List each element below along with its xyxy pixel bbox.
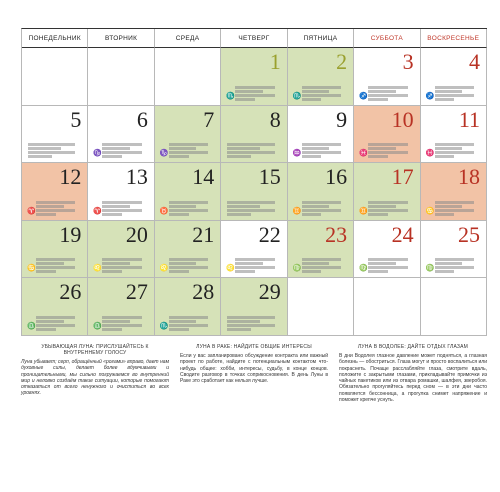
note-line xyxy=(235,98,255,101)
weekday-thursday: ЧЕТВЕРГ xyxy=(221,29,287,48)
note-line xyxy=(435,147,463,150)
note-line xyxy=(28,151,75,154)
zodiac-sign-icon: ♊ xyxy=(292,206,302,215)
lunar-day-notes xyxy=(169,142,208,158)
calendar-day-cell xyxy=(155,278,221,336)
article-title: ЛУНА В ВОДОЛЕЕ: ДАЙТЕ ОТДЫХ ГЛАЗАМ xyxy=(357,344,469,350)
day-number: 3 xyxy=(402,49,414,74)
day-number: 21 xyxy=(192,221,215,247)
calendar-day-cell xyxy=(155,221,221,279)
note-line xyxy=(28,143,75,146)
lunar-day-notes xyxy=(368,257,407,273)
note-line xyxy=(102,147,130,150)
calendar-day-cell xyxy=(221,221,287,279)
day-number: 6 xyxy=(136,106,148,132)
calendar-day-cell xyxy=(221,278,287,336)
note-line xyxy=(302,258,341,261)
calendar-grid xyxy=(21,28,487,336)
note-line xyxy=(169,213,189,216)
calendar-empty-cell xyxy=(88,48,154,106)
article-moon-in-cancer xyxy=(180,344,328,384)
lunar-day-notes xyxy=(36,257,75,273)
zodiac-sign-icon: ♒ xyxy=(292,149,302,158)
weekday-tuesday: ВТОРНИК xyxy=(88,29,154,48)
note-line xyxy=(102,266,141,269)
note-line xyxy=(302,266,341,269)
note-line xyxy=(102,328,122,331)
note-line xyxy=(169,270,189,273)
lunar-day-notes xyxy=(302,85,341,101)
lunar-day-notes xyxy=(227,315,274,331)
lunar-day-notes xyxy=(36,315,75,331)
note-line xyxy=(36,213,56,216)
calendar-empty-cell xyxy=(354,278,420,336)
note-line xyxy=(169,151,208,154)
note-line xyxy=(235,94,274,97)
note-line xyxy=(302,155,322,158)
calendar-day-cell xyxy=(155,163,221,221)
zodiac-sign-icon: ♌ xyxy=(93,264,103,273)
note-line xyxy=(102,258,141,261)
article-waning-moon xyxy=(21,344,169,397)
note-line xyxy=(435,90,463,93)
weekday-saturday: СУББОТА xyxy=(354,29,420,48)
zodiac-sign-icon: ♈ xyxy=(27,206,36,215)
calendar-day-cell xyxy=(88,278,154,336)
calendar-day-cell xyxy=(221,48,287,106)
zodiac-sign-icon: ♍ xyxy=(359,264,368,273)
lunar-day-notes xyxy=(102,200,141,216)
day-number: 2 xyxy=(336,49,348,74)
zodiac-sign-icon: ♋ xyxy=(27,264,36,273)
note-line xyxy=(102,262,130,265)
day-number: 1 xyxy=(269,49,281,74)
note-line xyxy=(227,316,274,319)
note-line xyxy=(302,209,341,212)
calendar-day-cell xyxy=(88,163,154,221)
zodiac-sign-icon: ♎ xyxy=(27,321,36,330)
note-line xyxy=(368,86,407,89)
zodiac-sign-icon: ♋ xyxy=(425,206,435,215)
note-line xyxy=(102,155,122,158)
note-line xyxy=(435,258,474,261)
note-line xyxy=(435,270,455,273)
note-line xyxy=(169,209,208,212)
note-line xyxy=(227,205,260,208)
note-line xyxy=(227,155,251,158)
note-line xyxy=(368,151,407,154)
calendar-day-cell xyxy=(221,106,287,164)
note-line xyxy=(102,201,141,204)
zodiac-sign-icon: ♊ xyxy=(359,206,368,215)
note-line xyxy=(102,205,130,208)
article-body: Если у вас запланировано обсуждение контракта или важный проект по работе, найдите с потенциальным контактом что-нибудь общее: хобби, интересы, судьбу, в конце концов. Сводите разговор в точках соприкосновения. В день Луны в Раке это сработает как нельзя лучше. xyxy=(180,353,328,385)
article-title: ЛУНА В РАКЕ: НАЙДИТЕ ОБЩИЕ ИНТЕРЕСЫ xyxy=(196,344,312,350)
note-line xyxy=(368,90,396,93)
note-line xyxy=(368,270,388,273)
lunar-day-notes xyxy=(227,142,274,158)
day-number: 24 xyxy=(391,221,414,247)
day-number: 14 xyxy=(192,164,215,190)
note-line xyxy=(227,320,260,323)
note-line xyxy=(235,86,274,89)
note-line xyxy=(302,270,322,273)
note-line xyxy=(169,320,197,323)
article-title: УБЫВАЮЩАЯ ЛУНА: ПРИСЛУШАЙТЕСЬ К ВНУТРЕННЕМУ ГОЛОСУ xyxy=(41,344,149,356)
note-line xyxy=(368,266,407,269)
day-number: 25 xyxy=(458,221,480,247)
day-number: 5 xyxy=(70,106,82,132)
zodiac-sign-icon: ♐ xyxy=(359,91,368,100)
note-line xyxy=(368,262,396,265)
note-line xyxy=(28,147,61,150)
note-line xyxy=(102,320,130,323)
lunar-day-notes xyxy=(302,257,341,273)
lunar-day-notes xyxy=(302,142,341,158)
lunar-day-notes xyxy=(169,200,208,216)
weekday-sunday: ВОСКРЕСЕНЬЕ xyxy=(421,29,487,48)
day-number: 20 xyxy=(125,221,148,247)
note-line xyxy=(435,98,455,101)
weekday-friday: ПЯТНИЦА xyxy=(288,29,354,48)
note-line xyxy=(227,201,274,204)
note-line xyxy=(36,320,64,323)
calendar-day-cell xyxy=(221,163,287,221)
note-line xyxy=(435,151,474,154)
note-line xyxy=(36,209,75,212)
day-number: 18 xyxy=(458,164,480,190)
calendar-day-cell xyxy=(288,163,354,221)
note-line xyxy=(169,143,208,146)
note-line xyxy=(227,147,260,150)
lunar-day-notes xyxy=(235,257,274,273)
note-line xyxy=(368,258,407,261)
note-line xyxy=(102,270,122,273)
day-number: 19 xyxy=(59,221,82,247)
calendar-day-cell xyxy=(421,48,487,106)
note-line xyxy=(36,266,75,269)
note-line xyxy=(169,155,189,158)
note-line xyxy=(368,147,396,150)
day-number: 4 xyxy=(469,49,480,74)
lunar-day-notes xyxy=(169,315,208,331)
lunar-day-notes xyxy=(28,142,75,158)
note-line xyxy=(302,90,330,93)
note-line xyxy=(235,258,274,261)
calendar-empty-cell xyxy=(421,278,487,336)
note-line xyxy=(235,90,263,93)
zodiac-sign-icon: ♏ xyxy=(226,91,235,100)
note-line xyxy=(102,213,122,216)
calendar-empty-cell xyxy=(288,278,354,336)
calendar-day-cell xyxy=(88,106,154,164)
weekday-monday: ПОНЕДЕЛЬНИК xyxy=(22,29,88,48)
day-number: 12 xyxy=(59,164,82,190)
note-line xyxy=(169,258,208,261)
day-number: 26 xyxy=(59,279,82,305)
lunar-day-notes xyxy=(368,85,407,101)
day-number: 8 xyxy=(269,106,281,132)
note-line xyxy=(169,324,208,327)
note-line xyxy=(302,262,330,265)
note-line xyxy=(368,213,388,216)
note-line xyxy=(302,151,341,154)
note-line xyxy=(227,328,251,331)
note-line xyxy=(435,201,474,204)
note-line xyxy=(235,262,263,265)
note-line xyxy=(302,86,341,89)
note-line xyxy=(169,205,197,208)
weekday-wednesday: СРЕДА xyxy=(155,29,221,48)
zodiac-sign-icon: ♑ xyxy=(93,149,103,158)
note-line xyxy=(435,143,474,146)
zodiac-sign-icon: ♑ xyxy=(159,149,169,158)
lunar-day-notes xyxy=(227,200,274,216)
article-body: В дни Водолея глазное давление может подняться, а глазная болезнь — обостриться. Глаза могут и просто воспалиться или покраснеть. Почаще расслабляйте глаза, смотрите вдаль, положите с закрытыми глазами, прикладывайте примочки из чайных пакетиков или из отвара ромашки, шалфея, зверобоя. Обязательно прогуляйтесь перед сном — в эти дни часто появляется бессонница, а прогулка снимет напряжение и поможет крепче уснуть. xyxy=(339,353,487,404)
lunar-day-notes xyxy=(235,85,274,101)
day-number: 10 xyxy=(391,106,414,132)
note-line xyxy=(169,147,197,150)
note-line xyxy=(169,262,197,265)
calendar-day-cell xyxy=(288,106,354,164)
note-line xyxy=(435,262,463,265)
note-line xyxy=(169,201,208,204)
lunar-day-notes xyxy=(435,257,474,273)
article-body: Луна убывает; серп, обращённый «рогами» вправо, дает нам духовные силы, делает более вдумчивыми и проницательными, мы сильно погружаемся во внутренний мир и неловко создаём такие ситуации, которые помогают отказаться от всего ненужного и очиститься во всех уровнях. xyxy=(21,359,169,397)
note-line xyxy=(36,201,75,204)
zodiac-sign-icon: ♎ xyxy=(93,321,103,330)
lunar-day-notes xyxy=(36,200,75,216)
note-line xyxy=(302,213,322,216)
calendar-empty-cell xyxy=(155,48,221,106)
calendar-empty-cell xyxy=(22,48,88,106)
note-line xyxy=(435,266,474,269)
zodiac-sign-icon: ♌ xyxy=(159,264,169,273)
note-line xyxy=(28,155,52,158)
note-line xyxy=(368,94,407,97)
calendar-day-cell xyxy=(354,163,420,221)
note-line xyxy=(36,316,75,319)
zodiac-sign-icon: ♓ xyxy=(425,149,435,158)
note-line xyxy=(368,209,407,212)
lunar-day-notes xyxy=(435,142,474,158)
zodiac-sign-icon: ♏ xyxy=(159,321,169,330)
note-line xyxy=(102,209,141,212)
calendar-day-cell xyxy=(22,163,88,221)
day-number: 16 xyxy=(325,164,348,190)
day-number: 17 xyxy=(391,164,414,190)
day-number: 11 xyxy=(458,106,480,132)
lunar-day-notes xyxy=(435,200,474,216)
day-number: 29 xyxy=(258,279,281,305)
day-number: 28 xyxy=(192,279,215,305)
note-line xyxy=(235,270,255,273)
note-line xyxy=(302,201,341,204)
note-line xyxy=(235,266,274,269)
note-line xyxy=(435,205,463,208)
note-line xyxy=(169,266,208,269)
calendar-day-cell xyxy=(22,221,88,279)
zodiac-sign-icon: ♓ xyxy=(359,149,368,158)
zodiac-sign-icon: ♍ xyxy=(425,264,435,273)
note-line xyxy=(36,324,75,327)
zodiac-sign-icon: ♈ xyxy=(93,206,103,215)
calendar-day-cell xyxy=(354,106,420,164)
zodiac-sign-icon: ♏ xyxy=(292,91,302,100)
note-line xyxy=(435,213,455,216)
day-number: 22 xyxy=(258,221,281,247)
note-line xyxy=(435,209,474,212)
calendar-day-cell xyxy=(421,106,487,164)
lunar-day-notes xyxy=(102,142,141,158)
note-line xyxy=(368,98,388,101)
zodiac-sign-icon: ♌ xyxy=(226,264,235,273)
zodiac-sign-icon: ♐ xyxy=(425,91,435,100)
note-line xyxy=(302,205,330,208)
calendar-day-cell xyxy=(354,221,420,279)
note-line xyxy=(368,205,396,208)
day-number: 7 xyxy=(203,106,215,132)
note-line xyxy=(102,151,141,154)
calendar-day-cell xyxy=(421,163,487,221)
note-line xyxy=(102,143,141,146)
note-line xyxy=(302,98,322,101)
note-line xyxy=(102,316,141,319)
lunar-day-notes xyxy=(435,85,474,101)
note-line xyxy=(227,209,274,212)
day-number: 9 xyxy=(336,106,348,132)
note-line xyxy=(36,205,64,208)
calendar-day-cell xyxy=(288,48,354,106)
note-line xyxy=(36,328,56,331)
note-line xyxy=(302,94,341,97)
calendar-day-cell xyxy=(155,106,221,164)
note-line xyxy=(169,316,208,319)
note-line xyxy=(227,324,274,327)
lunar-day-notes xyxy=(302,200,341,216)
note-line xyxy=(435,155,455,158)
lunar-day-notes xyxy=(368,200,407,216)
calendar-day-cell xyxy=(354,48,420,106)
calendar-day-cell xyxy=(22,106,88,164)
article-moon-in-aquarius xyxy=(339,344,487,403)
note-line xyxy=(302,147,330,150)
lunar-day-notes xyxy=(368,142,407,158)
lunar-day-notes xyxy=(102,257,141,273)
note-line xyxy=(102,324,141,327)
lunar-day-notes xyxy=(102,315,141,331)
note-line xyxy=(302,143,341,146)
calendar-day-cell xyxy=(288,221,354,279)
note-line xyxy=(169,328,189,331)
note-line xyxy=(36,258,75,261)
day-number: 15 xyxy=(258,164,281,190)
footer-articles xyxy=(21,344,486,484)
day-number: 23 xyxy=(325,221,348,247)
zodiac-sign-icon: ♉ xyxy=(159,206,169,215)
note-line xyxy=(368,143,407,146)
note-line xyxy=(368,155,388,158)
note-line xyxy=(227,143,274,146)
note-line xyxy=(227,151,274,154)
day-number: 27 xyxy=(125,279,148,305)
note-line xyxy=(435,86,474,89)
lunar-day-notes xyxy=(169,257,208,273)
note-line xyxy=(227,213,251,216)
calendar-day-cell xyxy=(88,221,154,279)
day-number: 13 xyxy=(125,164,148,190)
note-line xyxy=(435,94,474,97)
calendar-day-cell xyxy=(421,221,487,279)
zodiac-sign-icon: ♍ xyxy=(292,264,302,273)
note-line xyxy=(368,201,407,204)
note-line xyxy=(36,270,56,273)
note-line xyxy=(36,262,64,265)
calendar-day-cell xyxy=(22,278,88,336)
